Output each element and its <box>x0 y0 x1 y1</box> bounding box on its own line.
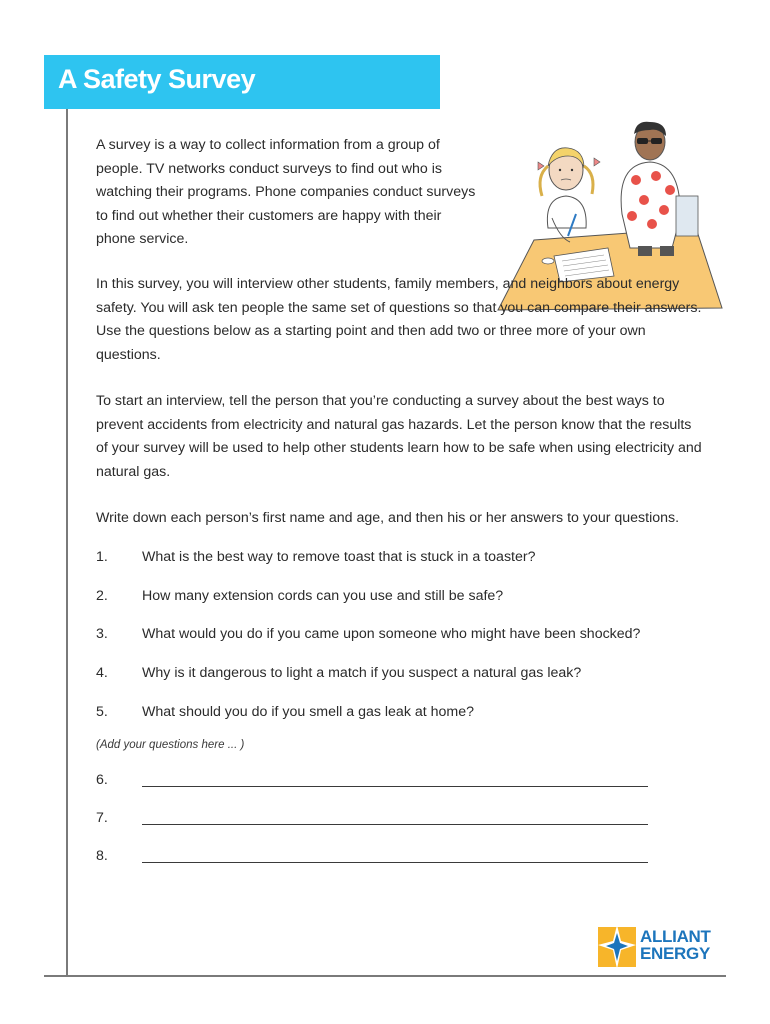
title-bar <box>44 55 440 109</box>
boy-figure <box>621 122 698 256</box>
intro-paragraph-3: To start an interview, tell the person that you’re conducting a survey about the best ways to prevent accidents from electricity and natural gas hazards. Let the person know that the results of your survey will be used to help other students learn how to be safe when using electricity and natural gas. <box>96 393 702 480</box>
question-number: 2. <box>96 588 108 604</box>
question-text: What is the best way to remove toast that is stuck in a toaster? <box>142 549 536 565</box>
question-text: How many extension cords can you use and still be safe? <box>142 588 504 604</box>
question-number: 8. <box>96 848 108 864</box>
question-text: Why is it dangerous to light a match if you suspect a natural gas leak? <box>142 665 582 681</box>
add-questions-note: (Add your questions here ... ) <box>96 739 245 751</box>
logo-wordmark <box>640 928 711 962</box>
intro-paragraph-1: A survey is a way to collect information from a group of people. TV networks conduct surveys to find out who is watching their programs. Phone companies conduct surveys to find out whether their customers are happy with their phone service. <box>96 137 476 247</box>
girl-figure <box>538 148 600 242</box>
intro-paragraph-4: Write down each person’s first name and age, and then his or her answers to your questions. <box>96 510 680 526</box>
answer-line[interactable] <box>142 862 648 863</box>
intro-paragraph-2-text: In this survey, you will interview other students, family members, and neighbors about energy safety. You will ask ten people the same set of questions so that you can compare their answers. Use the questions below as a starting point and then add two or three more of your own questions. <box>96 276 702 363</box>
frame-left-rule <box>66 109 68 977</box>
answer-line[interactable] <box>142 786 648 787</box>
question-number: 1. <box>96 549 108 565</box>
logo-line-1: ALLIANT <box>640 927 711 946</box>
question-number: 4. <box>96 665 108 681</box>
question-text: What should you do if you smell a gas leak at home? <box>142 704 475 720</box>
question-text: What would you do if you came upon someone who might have been shocked? <box>142 626 641 642</box>
logo-line-2: ENERGY <box>640 944 710 963</box>
page-title: A Safety Survey <box>58 64 256 94</box>
question-number: 3. <box>96 626 108 642</box>
intro-paragraph-2 <box>96 273 706 367</box>
answer-line[interactable] <box>142 824 648 825</box>
question-number: 7. <box>96 810 108 826</box>
frame-bottom-rule <box>44 975 726 977</box>
question-number: 6. <box>96 772 108 788</box>
question-number: 5. <box>96 704 108 720</box>
alliant-energy-logo-icon <box>598 925 638 969</box>
